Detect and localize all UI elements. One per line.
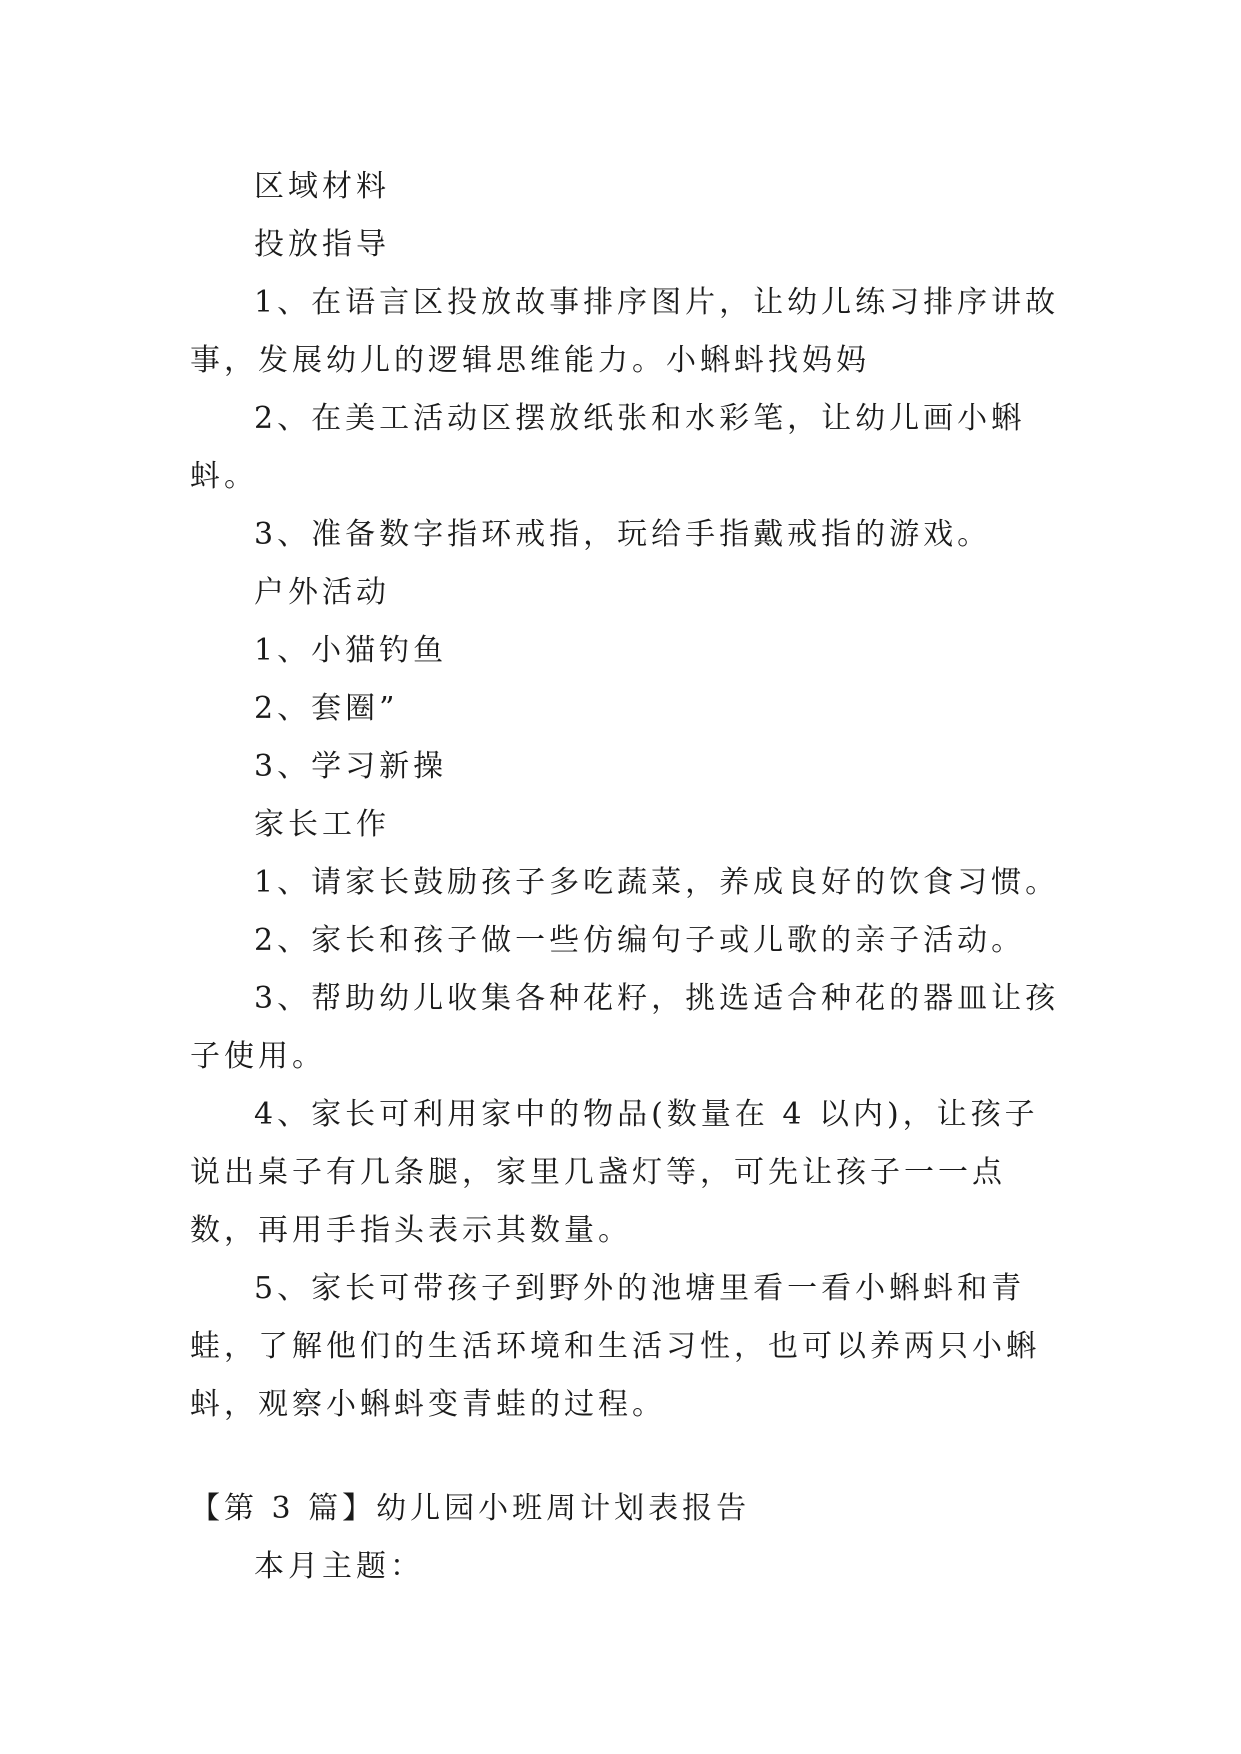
paragraph: 2、家长和孩子做一些仿编句子或儿歌的亲子活动。 [254, 923, 1026, 958]
paragraph: 5、家长可带孩子到野外的池塘里看一看小蝌蚪和青蛙，了解他们的生活环境和生活习性，也可以养两只小蝌蚪，观察小蝌蚪变青蛙的过程。 [190, 1271, 1040, 1422]
paragraph: 投放指导 [254, 227, 390, 262]
paragraph: 1、在语言区投放故事排序图片，让幼儿练习排序讲故事，发展幼儿的逻辑思维能力。小蝌蚪找妈妈 [190, 285, 1060, 378]
paragraph: 3、帮助幼儿收集各种花籽，挑选适合种花的器皿让孩子使用。 [190, 981, 1060, 1074]
paragraph: 4、家长可利用家中的物品(数量在 4 以内)，让孩子说出桌子有几条腿，家里几盏灯等，可先让孩子一一点数，再用手指头表示其数量。 [190, 1097, 1039, 1248]
paragraph: 3、学习新操 [254, 749, 448, 784]
paragraph: 户外活动 [254, 575, 390, 610]
paragraph: 本月主题： [254, 1549, 424, 1584]
section-gap [190, 1434, 1070, 1480]
paragraph: 区域材料 [254, 169, 390, 204]
paragraph: 2、套圈” [254, 691, 399, 726]
document-content [190, 158, 1070, 1596]
paragraph: 3、准备数字指环戒指，玩给手指戴戒指的游戏。 [254, 517, 992, 552]
paragraph: 家长工作 [254, 807, 390, 842]
paragraph: 1、小猫钓鱼 [254, 633, 448, 668]
paragraph: 1、请家长鼓励孩子多吃蔬菜，养成良好的饮食习惯。 [254, 865, 1060, 900]
section-heading: 【第 3 篇】幼儿园小班周计划表报告 [190, 1491, 751, 1526]
paragraph: 2、在美工活动区摆放纸张和水彩笔，让幼儿画小蝌蚪。 [190, 401, 1026, 494]
